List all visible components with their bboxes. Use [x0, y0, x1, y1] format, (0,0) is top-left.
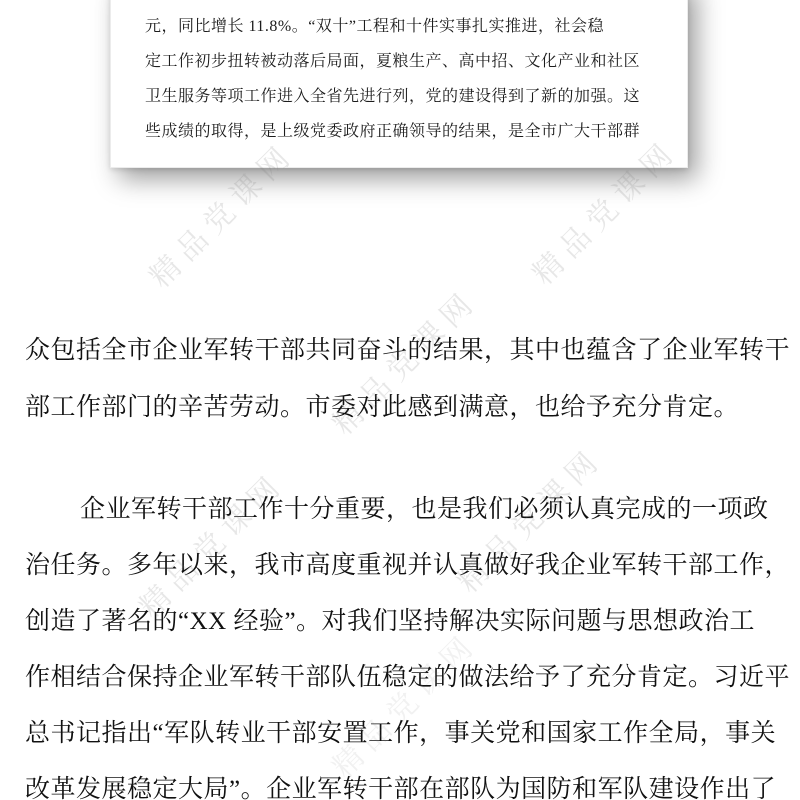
card-text-line: 定工作初步扭转被动落后局面，夏粮生产、高中招、文化产业和社区	[145, 53, 641, 70]
watermark-text: 精品党课网	[326, 626, 485, 785]
watermark-text: 精品党课网	[451, 441, 610, 600]
body-paragraph-2	[25, 482, 791, 800]
watermark-text: 精品党课网	[326, 283, 485, 442]
body-text-line: 治任务。多年以来，我市高度重视并认真做好我企业军转干部工作，	[25, 552, 791, 579]
watermark-text: 精品党课网	[133, 466, 292, 625]
document-page-card	[110, 0, 688, 168]
body-text-line: 作相结合保持企业军转干部队伍稳定的做法给予了充分肯定。习近平	[25, 664, 791, 691]
card-text-line: 些成绩的取得，是上级党委政府正确领导的结果，是全市广大干部群	[145, 123, 641, 140]
card-text-line: 元，同比增长 11.8%。“双十”工程和十件实事扎实推进，社会稳	[145, 18, 604, 35]
body-text-line: 创造了著名的“XX 经验”。对我们坚持解决实际问题与思想政治工	[25, 608, 756, 635]
watermark-text: 精品党课网	[143, 136, 302, 295]
body-paragraph-1	[25, 322, 791, 436]
body-text-line: 改革发展稳定大局”。企业军转干部在部队为国防和军队建设作出了	[25, 776, 777, 800]
body-text-line: 部工作部门的辛苦劳动。市委对此感到满意，也给予充分肯定。	[25, 394, 740, 421]
watermark-text: 精品党课网	[526, 133, 685, 292]
body-text-line: 企业军转干部工作十分重要，也是我们必须认真完成的一项政	[80, 496, 769, 523]
body-text-line: 众包括全市企业军转干部共同奋斗的结果，其中也蕴含了企业军转干	[25, 337, 791, 364]
card-text-line: 卫生服务等项工作进入全省先进行列，党的建设得到了新的加强。这	[145, 88, 641, 105]
body-text-line: 总书记指出“军队转业干部安置工作，事关党和国家工作全局，事关	[25, 720, 777, 747]
